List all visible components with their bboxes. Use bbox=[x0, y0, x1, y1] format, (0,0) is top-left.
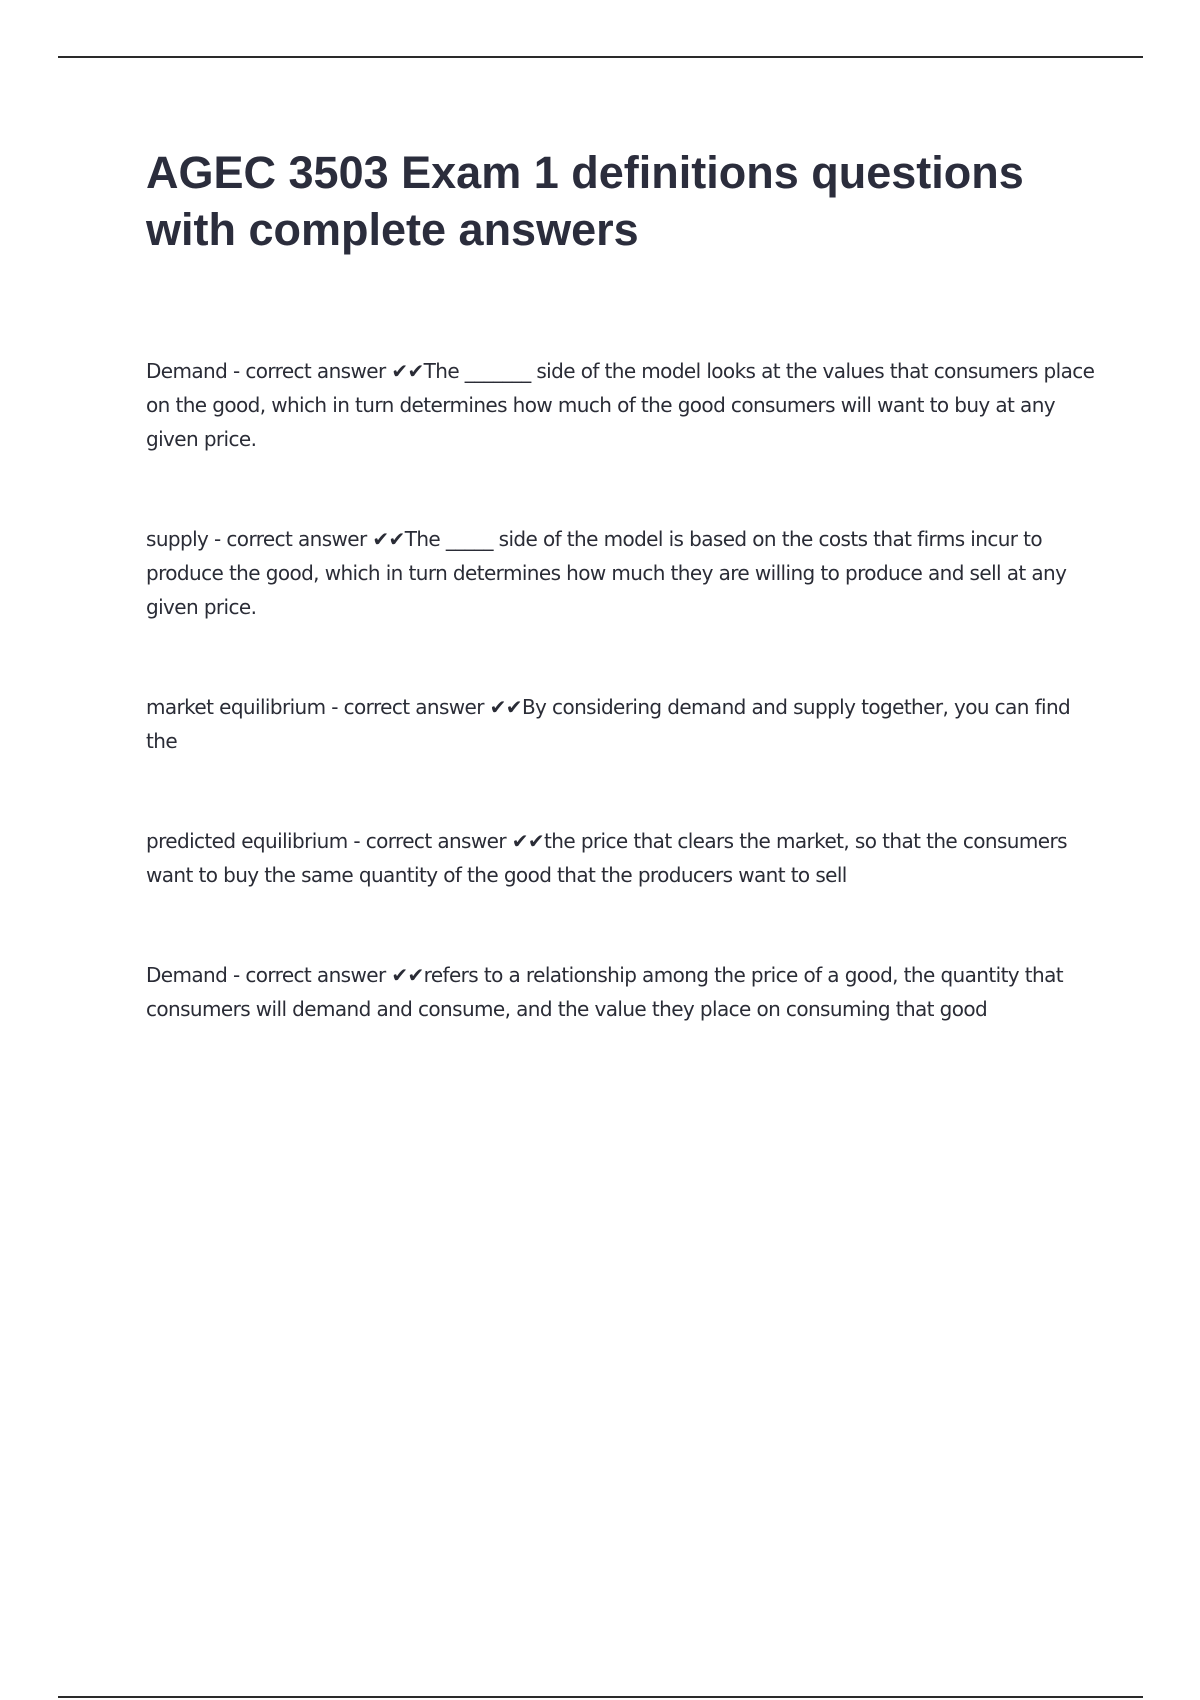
top-rule bbox=[58, 56, 1143, 58]
definition-list bbox=[146, 354, 1096, 1026]
definition-entry-demand-relationship: Demand - correct answer ✔✔refers to a relationship among the price of a good, the quantity that consumers will demand and consume, and the value they place on consuming that good bbox=[146, 963, 1064, 1021]
bottom-rule bbox=[58, 1696, 1143, 1698]
definition-entry-market-equilibrium: market equilibrium - correct answer ✔✔By considering demand and supply together, you can find the bbox=[146, 695, 1071, 753]
definition-entry-supply: supply - correct answer ✔✔The _____ side of the model is based on the costs that firms incur to produce the good, which in turn determines how much they are willing to produce and sell at any given price. bbox=[146, 527, 1067, 619]
definition-entry-demand: Demand - correct answer ✔✔The _______ side of the model looks at the values that consumers place on the good, which in turn determines how much of the good consumers will want to buy at any given price. bbox=[146, 359, 1095, 451]
document-title: AGEC 3503 Exam 1 definitions questions with complete answers bbox=[146, 147, 1024, 255]
definition-entry-predicted-equilibrium: predicted equilibrium - correct answer ✔✔the price that clears the market, so that the consumers want to buy the same quantity of the good that the producers want to sell bbox=[146, 829, 1067, 887]
